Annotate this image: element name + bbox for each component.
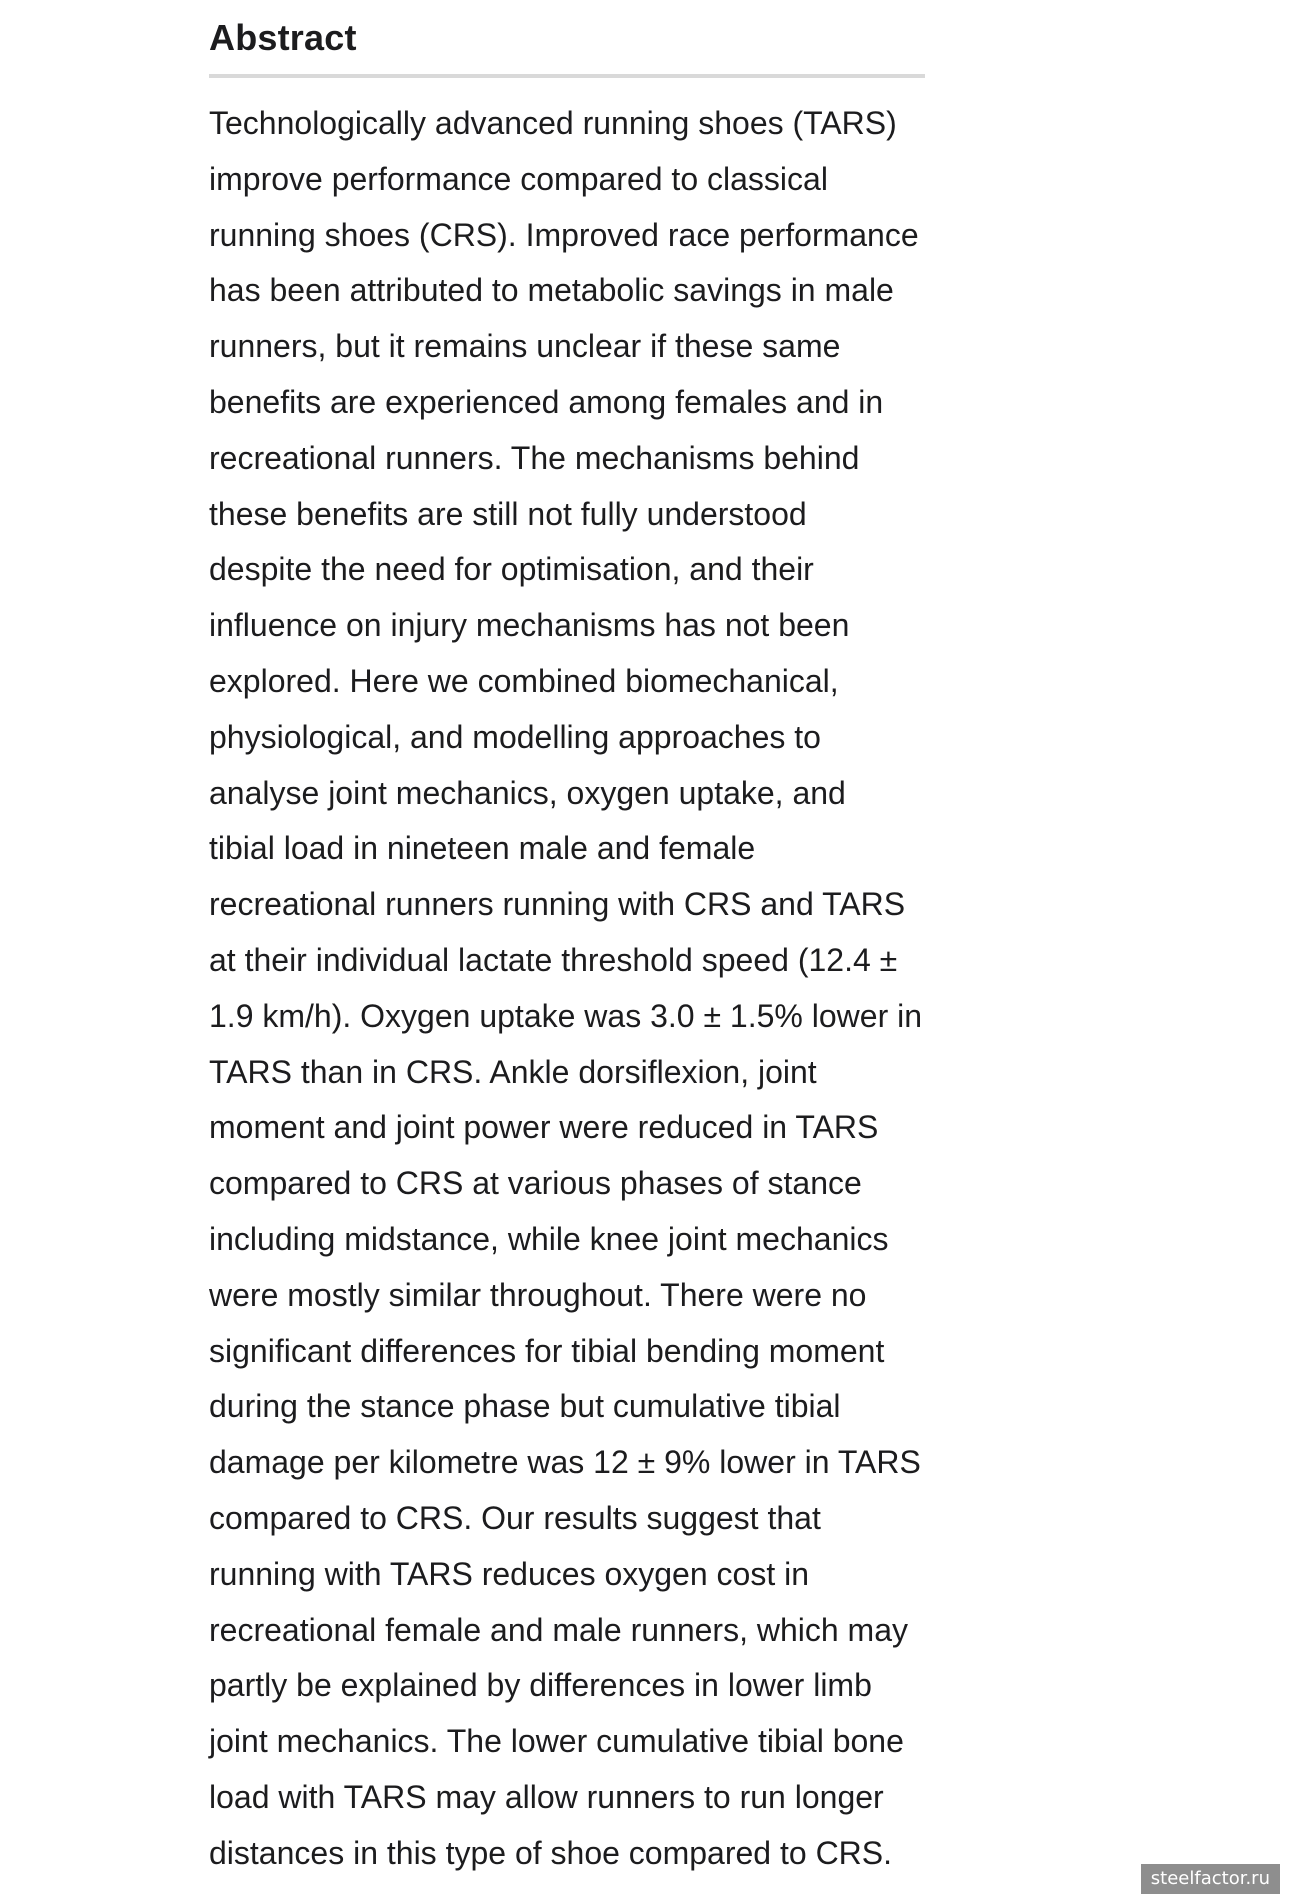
- abstract-line: moment and joint power were reduced in TARS: [209, 1109, 879, 1146]
- abstract-line: joint mechanics. The lower cumulative tibial bone: [209, 1723, 904, 1760]
- abstract-line: compared to CRS at various phases of stance: [209, 1165, 862, 1202]
- section-heading-abstract: Abstract: [209, 14, 925, 78]
- abstract-line: damage per kilometre was 12 ± 9% lower in TARS: [209, 1444, 921, 1481]
- abstract-line: physiological, and modelling approaches to: [209, 718, 821, 755]
- watermark: steelfactor.ru: [1141, 1864, 1280, 1894]
- abstract-line: influence on injury mechanisms has not been: [209, 607, 850, 644]
- abstract-line: these benefits are still not fully understood: [209, 495, 807, 532]
- abstract-line: has been attributed to metabolic savings in male: [209, 272, 894, 309]
- abstract-line: benefits are experienced among females and in: [209, 383, 884, 420]
- abstract-line: analyse joint mechanics, oxygen uptake, and: [209, 774, 846, 811]
- abstract-line: running with TARS reduces oxygen cost in: [209, 1555, 810, 1592]
- abstract-line: Technologically advanced running shoes (TARS): [209, 105, 897, 141]
- abstract-text: [209, 96, 925, 1882]
- article: [209, 14, 925, 1882]
- abstract-line: TARS than in CRS. Ankle dorsiflexion, joint: [209, 1053, 817, 1090]
- abstract-line: including midstance, while knee joint mechanics: [209, 1220, 889, 1257]
- abstract-line: explored. Here we combined biomechanical,: [209, 662, 839, 699]
- abstract-line: recreational runners. The mechanisms behind: [209, 439, 860, 476]
- abstract-line: recreational runners running with CRS and TARS: [209, 886, 906, 923]
- abstract-line: tibial load in nineteen male and female: [209, 830, 756, 867]
- abstract-line: runners, but it remains unclear if these same: [209, 328, 841, 365]
- abstract-line: partly be explained by differences in lower limb: [209, 1667, 872, 1704]
- abstract-line: compared to CRS. Our results suggest that: [209, 1499, 821, 1536]
- abstract-line: improve performance compared to classical: [209, 160, 828, 197]
- abstract-line: load with TARS may allow runners to run longer: [209, 1778, 884, 1815]
- abstract-line: running shoes (CRS). Improved race performance: [209, 216, 919, 253]
- abstract-line: during the stance phase but cumulative tibial: [209, 1388, 841, 1425]
- abstract-line: were mostly similar throughout. There were no: [209, 1276, 867, 1313]
- abstract-line: at their individual lactate threshold speed (12.4 ±: [209, 941, 898, 978]
- abstract-line: recreational female and male runners, which may: [209, 1611, 908, 1648]
- abstract-line: distances in this type of shoe compared to CRS.: [209, 1834, 893, 1871]
- abstract-line: 1.9 km/h). Oxygen uptake was 3.0 ± 1.5% lower in: [209, 997, 923, 1034]
- abstract-line: significant differences for tibial bending moment: [209, 1332, 885, 1369]
- abstract-line: despite the need for optimisation, and their: [209, 551, 814, 588]
